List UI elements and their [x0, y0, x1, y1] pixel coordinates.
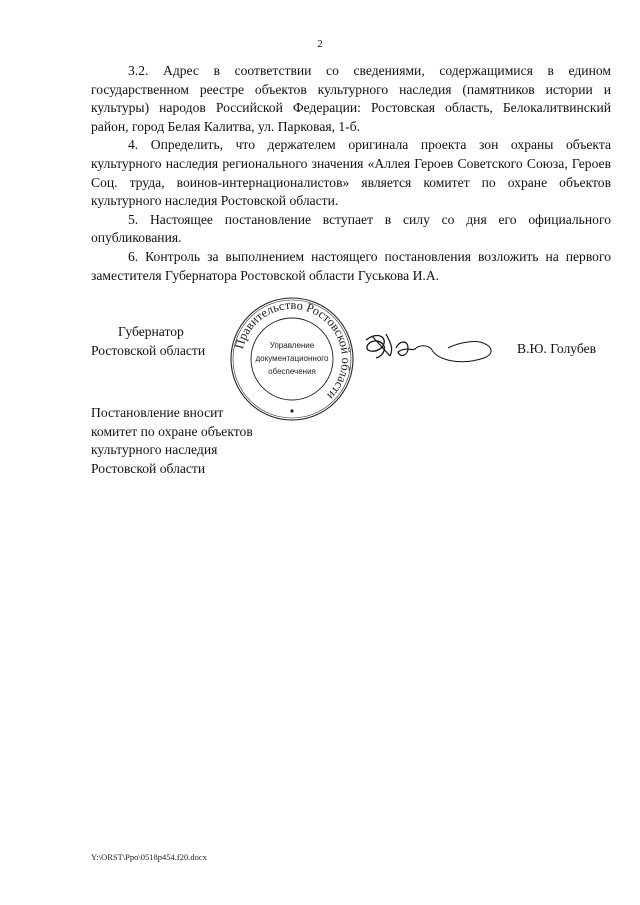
- submitted-by-note: [91, 404, 253, 478]
- document-body: [91, 62, 611, 285]
- paragraph-5: 5. Настоящее постановление вступает в силу со дня его официального опубликования.: [91, 211, 611, 246]
- seal-center-line1: Управление: [269, 341, 315, 350]
- paragraph-6: 6. Контроль за выполнением настоящего постановления возложить на первого заместителя Губернатора Ростовской области Гуськова И.А.: [91, 248, 611, 283]
- paragraph-4: 4. Определить, что держателем оригинала проекта зон охраны объекта культурного наследия регионального значения «Аллея Героев Советского Союза, Героев Соц. труда, воинов-интернационалистов» является комитет по охране объектов культурного наследия Ростовской области.: [91, 137, 611, 209]
- page-number: 2: [317, 38, 323, 50]
- handwritten-signature: [360, 326, 500, 370]
- seal-star-icon: [290, 409, 293, 412]
- seal-center-line2: документационного: [255, 354, 329, 363]
- signatory-name: В.Ю. Голубев: [517, 341, 597, 356]
- signatory-title-line1: Губернатор: [118, 324, 184, 339]
- note-line4: Ростовской области: [91, 460, 206, 476]
- seal-center-line3: обеспечения: [268, 367, 316, 376]
- paragraph-3-2: 3.2. Адрес в соответствии со сведениями, содержащимися в едином государственном реестре объектов культурного наследия (памятников истории и культуры) народов Российской Федерации: Ростовская область, Белокалитвинский район, город Белая Калитва, ул. Парковая, 1-б.: [91, 63, 611, 134]
- signatory-title-line2: Ростовской области: [91, 342, 206, 358]
- note-line3: культурного наследия: [91, 442, 218, 458]
- seal-ring-text: Правительство Ростовской области: [232, 297, 354, 403]
- note-line2: комитет по охране объектов: [91, 423, 253, 439]
- signatory-title: [91, 323, 205, 360]
- file-path-footer: Y:\ORST\Ppo\0518p454.f20.docx: [91, 852, 207, 862]
- note-line1: Постановление вносит: [91, 405, 224, 420]
